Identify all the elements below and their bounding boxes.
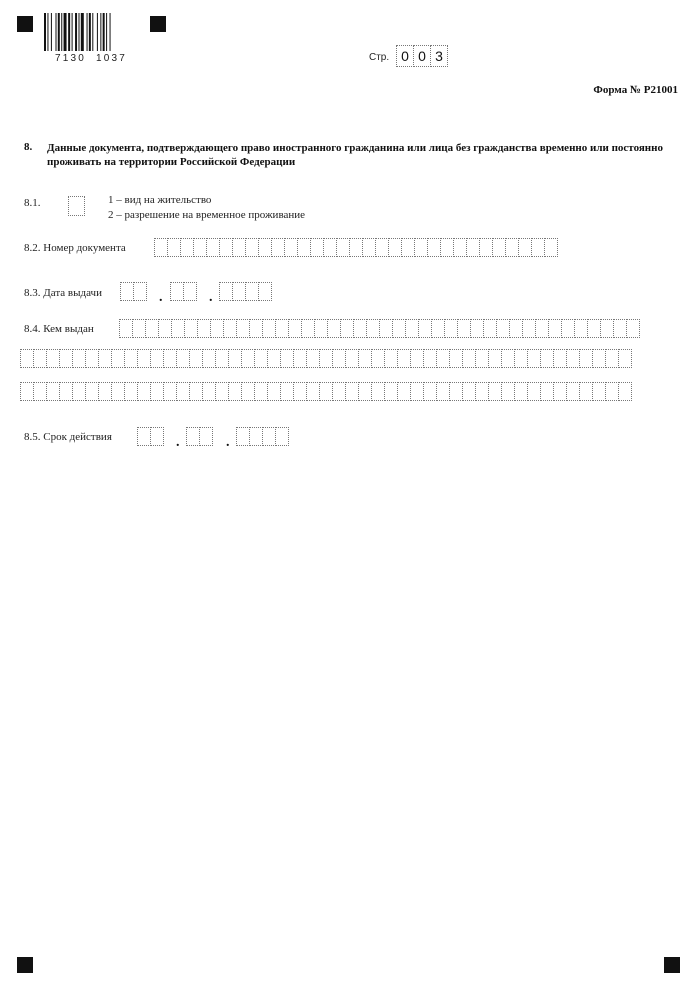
input-cell[interactable]: [85, 349, 99, 368]
section-number: 8.: [24, 141, 33, 153]
input-cell[interactable]: [431, 319, 445, 338]
date-separator: .: [176, 435, 180, 450]
input-cell[interactable]: [436, 382, 450, 401]
input-cell[interactable]: [375, 238, 389, 257]
input-cell[interactable]: [492, 238, 506, 257]
input-cell[interactable]: [592, 349, 606, 368]
input-cell[interactable]: [306, 382, 320, 401]
input-cell[interactable]: [496, 319, 510, 338]
input-cell[interactable]: [388, 238, 402, 257]
input-cell[interactable]: [483, 319, 497, 338]
input-cell[interactable]: [384, 382, 398, 401]
registration-mark-bottom-left: [17, 957, 33, 973]
doc-number-input[interactable]: [154, 238, 557, 257]
input-cell[interactable]: [566, 349, 580, 368]
input-cell[interactable]: [280, 349, 294, 368]
input-cell[interactable]: [150, 349, 164, 368]
input-cell[interactable]: [561, 319, 575, 338]
barcode-bar: [61, 13, 62, 51]
input-cell[interactable]: [293, 349, 307, 368]
input-cell[interactable]: [319, 349, 333, 368]
doc-type-label: 8.1.: [24, 197, 41, 209]
input-cell[interactable]: [46, 382, 60, 401]
input-cell[interactable]: [566, 382, 580, 401]
input-cell[interactable]: [340, 319, 354, 338]
barcode-bar: [103, 13, 105, 51]
input-cell[interactable]: [170, 282, 184, 301]
input-cell[interactable]: [124, 382, 138, 401]
input-cell[interactable]: [527, 382, 541, 401]
input-cell[interactable]: [184, 319, 198, 338]
section-title: Данные документа, подтверждающего право иностранного гражданина или лица без гражданства временно или постоянно проживать на территории Российской Федерации: [47, 142, 663, 168]
input-cell[interactable]: [457, 319, 471, 338]
input-cell[interactable]: [323, 238, 337, 257]
registration-mark-top-right: [150, 16, 166, 32]
input-cell[interactable]: [267, 382, 281, 401]
doc-type-input[interactable]: [68, 196, 84, 216]
input-cell[interactable]: [509, 319, 523, 338]
input-cell[interactable]: [232, 282, 246, 301]
input-cell[interactable]: [444, 319, 458, 338]
input-cell[interactable]: [514, 349, 528, 368]
input-cell[interactable]: [145, 319, 159, 338]
input-cell[interactable]: [518, 238, 532, 257]
issued-by-label: 8.4. Кем выдан: [24, 323, 94, 335]
input-cell[interactable]: [466, 238, 480, 257]
input-cell[interactable]: [475, 349, 489, 368]
input-cell[interactable]: [548, 319, 562, 338]
input-cell[interactable]: [475, 382, 489, 401]
date-separator: .: [226, 435, 230, 450]
input-cell[interactable]: [150, 382, 164, 401]
barcode-bar: [58, 13, 60, 51]
input-cell[interactable]: [275, 427, 289, 446]
input-cell[interactable]: [440, 238, 454, 257]
input-cell[interactable]: [132, 319, 146, 338]
input-cell[interactable]: [167, 238, 181, 257]
input-cell[interactable]: [618, 349, 632, 368]
input-cell[interactable]: [401, 238, 415, 257]
input-cell[interactable]: [514, 382, 528, 401]
doc-type-option-2: 2 – разрешение на временное проживание: [108, 209, 306, 221]
input-cell[interactable]: [176, 382, 190, 401]
input-cell[interactable]: [427, 238, 441, 257]
form-name: Форма № Р21001: [593, 84, 678, 96]
barcode-bar: [75, 13, 77, 51]
input-cell[interactable]: [414, 238, 428, 257]
page-number-cells: [396, 45, 447, 67]
input-cell[interactable]: [527, 349, 541, 368]
input-cell[interactable]: [85, 382, 99, 401]
input-cell[interactable]: [453, 238, 467, 257]
input-cell[interactable]: [210, 319, 224, 338]
date-separator: .: [209, 290, 213, 305]
input-cell[interactable]: [462, 349, 476, 368]
barcode-bar: [92, 13, 93, 51]
input-cell[interactable]: [186, 427, 200, 446]
input-cell[interactable]: [33, 349, 47, 368]
input-cell[interactable]: [163, 382, 177, 401]
input-cell[interactable]: [258, 238, 272, 257]
barcode-bar: [81, 13, 84, 51]
issue-date-label: 8.3. Дата выдачи: [24, 287, 102, 299]
input-cell[interactable]: [379, 319, 393, 338]
issued-by-input-line-2[interactable]: [20, 349, 631, 368]
input-cell[interactable]: [254, 349, 268, 368]
input-cell[interactable]: [245, 282, 259, 301]
input-cell[interactable]: [33, 382, 47, 401]
input-cell[interactable]: [488, 382, 502, 401]
page-digit: 0: [413, 45, 431, 67]
doc-number-label: 8.2. Номер документа: [24, 242, 126, 254]
input-cell[interactable]: [206, 238, 220, 257]
barcode-bar: [106, 13, 107, 51]
input-cell[interactable]: [120, 282, 134, 301]
input-cell[interactable]: [284, 238, 298, 257]
input-cell[interactable]: [72, 349, 86, 368]
input-cell[interactable]: [111, 382, 125, 401]
input-cell[interactable]: [470, 319, 484, 338]
barcode-number: 7130 1037: [55, 53, 128, 64]
input-cell[interactable]: [366, 319, 380, 338]
doc-type-option-1: 1 – вид на жительство: [108, 194, 212, 206]
input-cell[interactable]: [236, 427, 250, 446]
barcode-image: [44, 13, 134, 51]
input-cell[interactable]: [358, 349, 372, 368]
input-cell[interactable]: [301, 319, 315, 338]
input-cell[interactable]: [154, 238, 168, 257]
input-cell[interactable]: [384, 349, 398, 368]
input-cell[interactable]: [310, 238, 324, 257]
input-cell[interactable]: [436, 349, 450, 368]
page-digit: 0: [396, 45, 414, 67]
input-cell[interactable]: [202, 382, 216, 401]
input-cell[interactable]: [332, 349, 346, 368]
input-cell[interactable]: [219, 238, 233, 257]
input-cell[interactable]: [46, 349, 60, 368]
input-cell[interactable]: [176, 349, 190, 368]
input-cell[interactable]: [587, 319, 601, 338]
input-cell[interactable]: [345, 382, 359, 401]
input-cell[interactable]: [223, 319, 237, 338]
input-cell[interactable]: [423, 382, 437, 401]
input-cell[interactable]: [133, 282, 147, 301]
input-cell[interactable]: [501, 349, 515, 368]
input-cell[interactable]: [280, 382, 294, 401]
barcode-bar: [44, 13, 46, 51]
page-digit: 3: [430, 45, 448, 67]
issue-date-day[interactable]: [120, 282, 146, 301]
validity-day[interactable]: [137, 427, 163, 446]
input-cell[interactable]: [306, 349, 320, 368]
input-cell[interactable]: [245, 238, 259, 257]
input-cell[interactable]: [288, 319, 302, 338]
input-cell[interactable]: [189, 382, 203, 401]
barcode-bar: [100, 13, 101, 51]
input-cell[interactable]: [544, 238, 558, 257]
input-cell[interactable]: [553, 382, 567, 401]
input-cell[interactable]: [600, 319, 614, 338]
issued-by-input-line-3[interactable]: [20, 382, 631, 401]
barcode-bar: [56, 13, 57, 51]
input-cell[interactable]: [275, 319, 289, 338]
validity-year[interactable]: [236, 427, 288, 446]
input-cell[interactable]: [59, 349, 73, 368]
input-cell[interactable]: [362, 238, 376, 257]
input-cell[interactable]: [540, 349, 554, 368]
input-cell[interactable]: [297, 238, 311, 257]
date-separator: .: [159, 290, 163, 305]
input-cell[interactable]: [501, 382, 515, 401]
input-cell[interactable]: [505, 238, 519, 257]
input-cell[interactable]: [163, 349, 177, 368]
input-cell[interactable]: [111, 349, 125, 368]
barcode-bar: [47, 13, 48, 51]
registration-mark-bottom-right: [664, 957, 680, 973]
barcode-bar: [68, 13, 70, 51]
issue-date-month[interactable]: [170, 282, 196, 301]
registration-mark-top-left: [17, 16, 33, 32]
input-cell[interactable]: [180, 238, 194, 257]
input-cell[interactable]: [228, 382, 242, 401]
issued-by-input-line-1[interactable]: [119, 319, 639, 338]
input-cell[interactable]: [522, 319, 536, 338]
input-cell[interactable]: [553, 349, 567, 368]
input-cell[interactable]: [592, 382, 606, 401]
input-cell[interactable]: [254, 382, 268, 401]
input-cell[interactable]: [418, 319, 432, 338]
input-cell[interactable]: [171, 319, 185, 338]
input-cell[interactable]: [423, 349, 437, 368]
input-cell[interactable]: [59, 382, 73, 401]
input-cell[interactable]: [137, 349, 151, 368]
validity-month[interactable]: [186, 427, 212, 446]
input-cell[interactable]: [197, 319, 211, 338]
input-cell[interactable]: [327, 319, 341, 338]
input-cell[interactable]: [228, 349, 242, 368]
input-cell[interactable]: [249, 427, 263, 446]
input-cell[interactable]: [262, 319, 276, 338]
input-cell[interactable]: [98, 382, 112, 401]
input-cell[interactable]: [336, 238, 350, 257]
input-cell[interactable]: [479, 238, 493, 257]
input-cell[interactable]: [349, 238, 363, 257]
input-cell[interactable]: [449, 349, 463, 368]
validity-label: 8.5. Срок действия: [24, 431, 112, 443]
input-cell[interactable]: [371, 349, 385, 368]
input-cell[interactable]: [267, 349, 281, 368]
issue-date-year[interactable]: [219, 282, 271, 301]
input-cell[interactable]: [202, 349, 216, 368]
input-cell[interactable]: [462, 382, 476, 401]
input-cell[interactable]: [574, 319, 588, 338]
input-cell[interactable]: [258, 282, 272, 301]
barcode-bar: [51, 13, 52, 51]
input-cell[interactable]: [613, 319, 627, 338]
input-cell[interactable]: [314, 319, 328, 338]
input-cell[interactable]: [183, 282, 197, 301]
input-cell[interactable]: [540, 382, 554, 401]
input-cell[interactable]: [68, 196, 85, 216]
input-cell[interactable]: [332, 382, 346, 401]
input-cell[interactable]: [124, 349, 138, 368]
input-cell[interactable]: [579, 349, 593, 368]
input-cell[interactable]: [449, 382, 463, 401]
input-cell[interactable]: [605, 382, 619, 401]
input-cell[interactable]: [405, 319, 419, 338]
input-cell[interactable]: [20, 349, 34, 368]
input-cell[interactable]: [345, 349, 359, 368]
input-cell[interactable]: [236, 319, 250, 338]
input-cell[interactable]: [189, 349, 203, 368]
input-cell[interactable]: [150, 427, 164, 446]
input-cell[interactable]: [353, 319, 367, 338]
input-cell[interactable]: [262, 427, 276, 446]
input-cell[interactable]: [72, 382, 86, 401]
barcode-bar: [79, 13, 80, 51]
input-cell[interactable]: [158, 319, 172, 338]
input-cell[interactable]: [249, 319, 263, 338]
input-cell[interactable]: [137, 382, 151, 401]
input-cell[interactable]: [626, 319, 640, 338]
barcode-bar: [97, 13, 98, 51]
page-label: Стр.: [369, 52, 390, 63]
input-cell[interactable]: [119, 319, 133, 338]
input-cell[interactable]: [605, 349, 619, 368]
input-cell[interactable]: [397, 349, 411, 368]
input-cell[interactable]: [137, 427, 151, 446]
barcode-bar: [72, 13, 73, 51]
input-cell[interactable]: [271, 238, 285, 257]
input-cell[interactable]: [618, 382, 632, 401]
input-cell[interactable]: [232, 238, 246, 257]
input-cell[interactable]: [531, 238, 545, 257]
input-cell[interactable]: [215, 349, 229, 368]
input-cell[interactable]: [98, 349, 112, 368]
input-cell[interactable]: [410, 382, 424, 401]
input-cell[interactable]: [579, 382, 593, 401]
input-cell[interactable]: [193, 238, 207, 257]
input-cell[interactable]: [241, 382, 255, 401]
input-cell[interactable]: [293, 382, 307, 401]
input-cell[interactable]: [219, 282, 233, 301]
input-cell[interactable]: [319, 382, 333, 401]
input-cell[interactable]: [371, 382, 385, 401]
input-cell[interactable]: [397, 382, 411, 401]
input-cell[interactable]: [215, 382, 229, 401]
barcode-bar: [110, 13, 111, 51]
input-cell[interactable]: [358, 382, 372, 401]
input-cell[interactable]: [20, 382, 34, 401]
input-cell[interactable]: [488, 349, 502, 368]
input-cell[interactable]: [410, 349, 424, 368]
input-cell[interactable]: [241, 349, 255, 368]
input-cell[interactable]: [535, 319, 549, 338]
barcode-bar: [89, 13, 91, 51]
input-cell[interactable]: [199, 427, 213, 446]
input-cell[interactable]: [392, 319, 406, 338]
barcode-bar: [87, 13, 88, 51]
barcode-bar: [64, 13, 67, 51]
